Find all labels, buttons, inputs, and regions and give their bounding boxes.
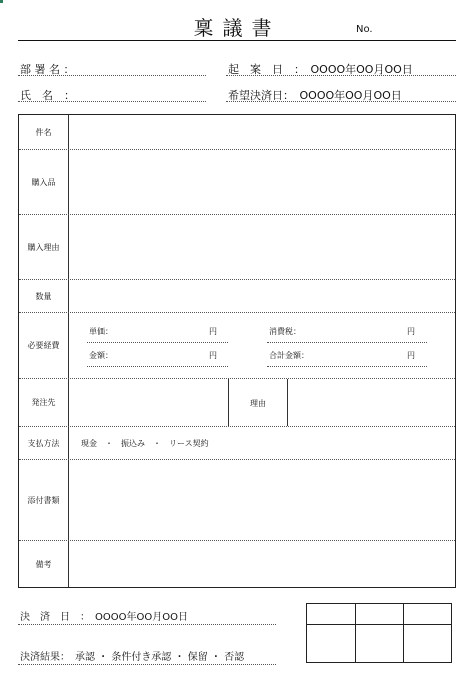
payment-method-options[interactable]: 現金 ・ 振込み ・ リース契約	[81, 439, 209, 448]
amount-field[interactable]	[87, 366, 228, 367]
corner-mark	[0, 0, 3, 3]
amount-label: 金額：	[89, 351, 113, 360]
unit-price-field[interactable]	[87, 342, 228, 343]
payment-method-label: 支払方法	[19, 427, 69, 459]
tax-label: 消費税：	[269, 327, 301, 336]
tax-yen: 円	[407, 327, 415, 336]
unit-price-label: 単価：	[89, 327, 113, 336]
amount-yen: 円	[209, 351, 217, 360]
attachments-label: 添付書類	[19, 460, 69, 540]
quantity-label: 数量	[19, 280, 69, 312]
expenses-row	[19, 313, 455, 379]
total-field[interactable]	[267, 366, 427, 367]
decision-result-field[interactable]	[18, 664, 276, 665]
desired-decision-date-label: 希望決済日： OOOO年OO月OO日	[228, 89, 402, 102]
reason-divider	[287, 379, 288, 426]
title-underline	[18, 40, 456, 41]
vendor-row	[19, 379, 455, 427]
total-yen: 円	[407, 351, 415, 360]
decision-result-label: 決済結果： 承認 ・ 条件付き承認 ・ 保留 ・ 否認	[20, 652, 245, 663]
subject-row[interactable]	[19, 115, 455, 150]
proposal-date-field[interactable]	[226, 75, 456, 76]
name-field[interactable]	[18, 101, 206, 102]
total-label: 合計金額：	[269, 351, 309, 360]
vendor-label: 発注先	[19, 379, 69, 426]
proposal-date-label: 起 案 日 ： OOOO年OO月OO日	[228, 63, 413, 76]
tax-field[interactable]	[267, 342, 427, 343]
department-field[interactable]	[18, 75, 206, 76]
vendor-divider	[228, 379, 229, 426]
expenses-label: 必要経費	[19, 313, 69, 378]
department-label: 部 署 名 ：	[20, 63, 75, 76]
remarks-label: 備考	[19, 541, 69, 587]
document-number-label: No.	[356, 24, 373, 35]
stamp-col-divider-1	[355, 604, 356, 662]
desired-decision-date-field[interactable]	[226, 101, 456, 102]
approval-stamp-grid[interactable]	[306, 603, 452, 663]
stamp-col-divider-2	[403, 604, 404, 662]
reason-label: 理由	[250, 399, 266, 408]
purchase-reason-label: 購入理由	[19, 215, 69, 279]
unit-price-yen: 円	[209, 327, 217, 336]
document-title: 稟議書	[193, 16, 281, 40]
stamp-row-divider	[307, 624, 451, 625]
remarks-row[interactable]	[19, 541, 455, 587]
subject-label: 件名	[19, 115, 69, 149]
attachments-row[interactable]	[19, 460, 455, 541]
decision-date-label: 決 済 日 ： OOOO年OO月OO日	[20, 612, 188, 623]
purchase-item-label: 購入品	[19, 150, 69, 214]
decision-date-field[interactable]	[18, 624, 276, 625]
request-form-table	[18, 114, 456, 588]
purchase-reason-row[interactable]	[19, 215, 455, 280]
quantity-row[interactable]	[19, 280, 455, 313]
purchase-item-row[interactable]	[19, 150, 455, 215]
name-label: 氏 名 ：	[20, 89, 75, 102]
payment-method-row	[19, 427, 455, 460]
